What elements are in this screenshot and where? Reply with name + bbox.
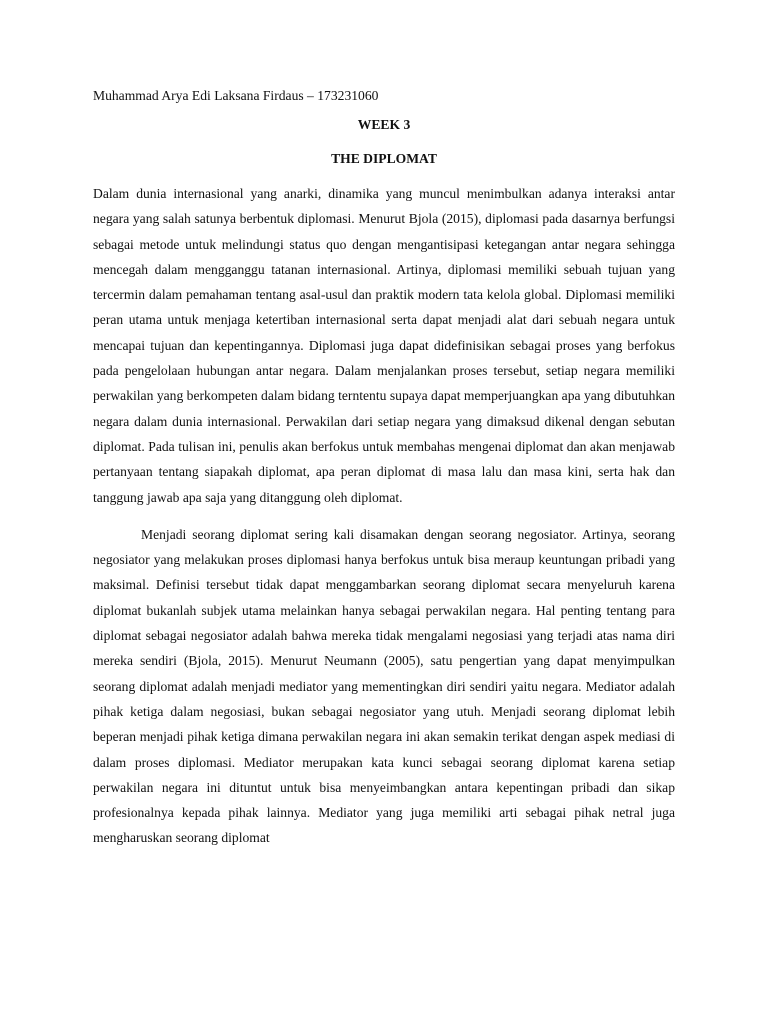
document-title: THE DIPLOMAT: [331, 151, 437, 166]
week-heading: WEEK 3: [357, 117, 411, 132]
document-body: [93, 84, 675, 851]
author-line: Muhammad Arya Edi Laksana Firdaus – 173231060: [93, 88, 379, 103]
paragraph-1: Dalam dunia internasional yang anarki, dinamika yang muncul menimbulkan adanya interaksi antar negara yang salah satunya berbentuk diplomasi. Menurut Bjola (2015), diplomasi pada dasarnya berfungsi sebagai metode untuk melindungi status quo dengan mengantisipasi ketegangan antar negara sehingga mencegah dalam mengganggu tatanan internasional. Artinya, diplomasi memiliki sebuah tujuan yang tercermin dalam pemahaman tentang asal-usul dan praktik modern tata kelola global. Diplomasi memiliki peran utama untuk menjaga ketertiban internasional serta dapat menjadi alat dari sebuah negara untuk mencapai tujuan dan kepentingannya. Diplomasi juga dapat didefinisikan sebagai proses yang berfokus pada pengelolaan hubungan antar negara. Dalam menjalankan proses tersebut, setiap negara memiliki perwakilan yang berkompeten dalam bidang terntentu supaya dapat memperjuangkan apa yang dibutuhkan negara dalam dunia internasional. Perwakilan dari setiap negara yang dimaksud dikenal dengan sebutan diplomat. Pada tulisan ini, penulis akan berfokus untuk membahas mengenai diplomat dan akan menjawab pertanyaan tentang siapakah diplomat, apa peran diplomat di masa lalu dan masa kini, serta hak dan tanggung jawab apa saja yang ditanggung oleh diplomat.: [93, 186, 675, 505]
paragraph-2: Menjadi seorang diplomat sering kali disamakan dengan seorang negosiator. Artinya, seorang negosiator yang melakukan proses diplomasi hanya berfokus untuk bisa meraup keuntungan pribadi yang maksimal. Definisi tersebut tidak dapat menggambarkan seorang diplomat secara menyeluruh karena diplomat bukanlah subjek utama melainkan hanya sebagai perwakilan negara. Hal penting tentang para diplomat sebagai negosiator adalah bahwa mereka tidak mengalami negosiasi yang terjadi atas nama diri mereka sendiri (Bjola, 2015). Menurut Neumann (2005), satu pengertian yang dapat menyimpulkan seorang diplomat adalah menjadi mediator yang mementingkan diri sendiri yaitu negara. Mediator adalah pihak ketiga dalam negosiasi, bukan sebagai negosiator yang utuh. Menjadi seorang diplomat lebih beperan menjadi pihak ketiga dimana perwakilan negara ini akan semakin terikat dengan aspek mediasi di dalam proses diplomasi. Mediator merupakan kata kunci sebagai seorang diplomat karena setiap perwakilan negara ini dituntut untuk bisa menyeimbangkan antara kepentingan pribadi dan sikap profesionalnya kepada pihak lainnya. Mediator yang juga memiliki arti sebagai pihak netral juga mengharuskan seorang diplomat: [93, 526, 675, 846]
